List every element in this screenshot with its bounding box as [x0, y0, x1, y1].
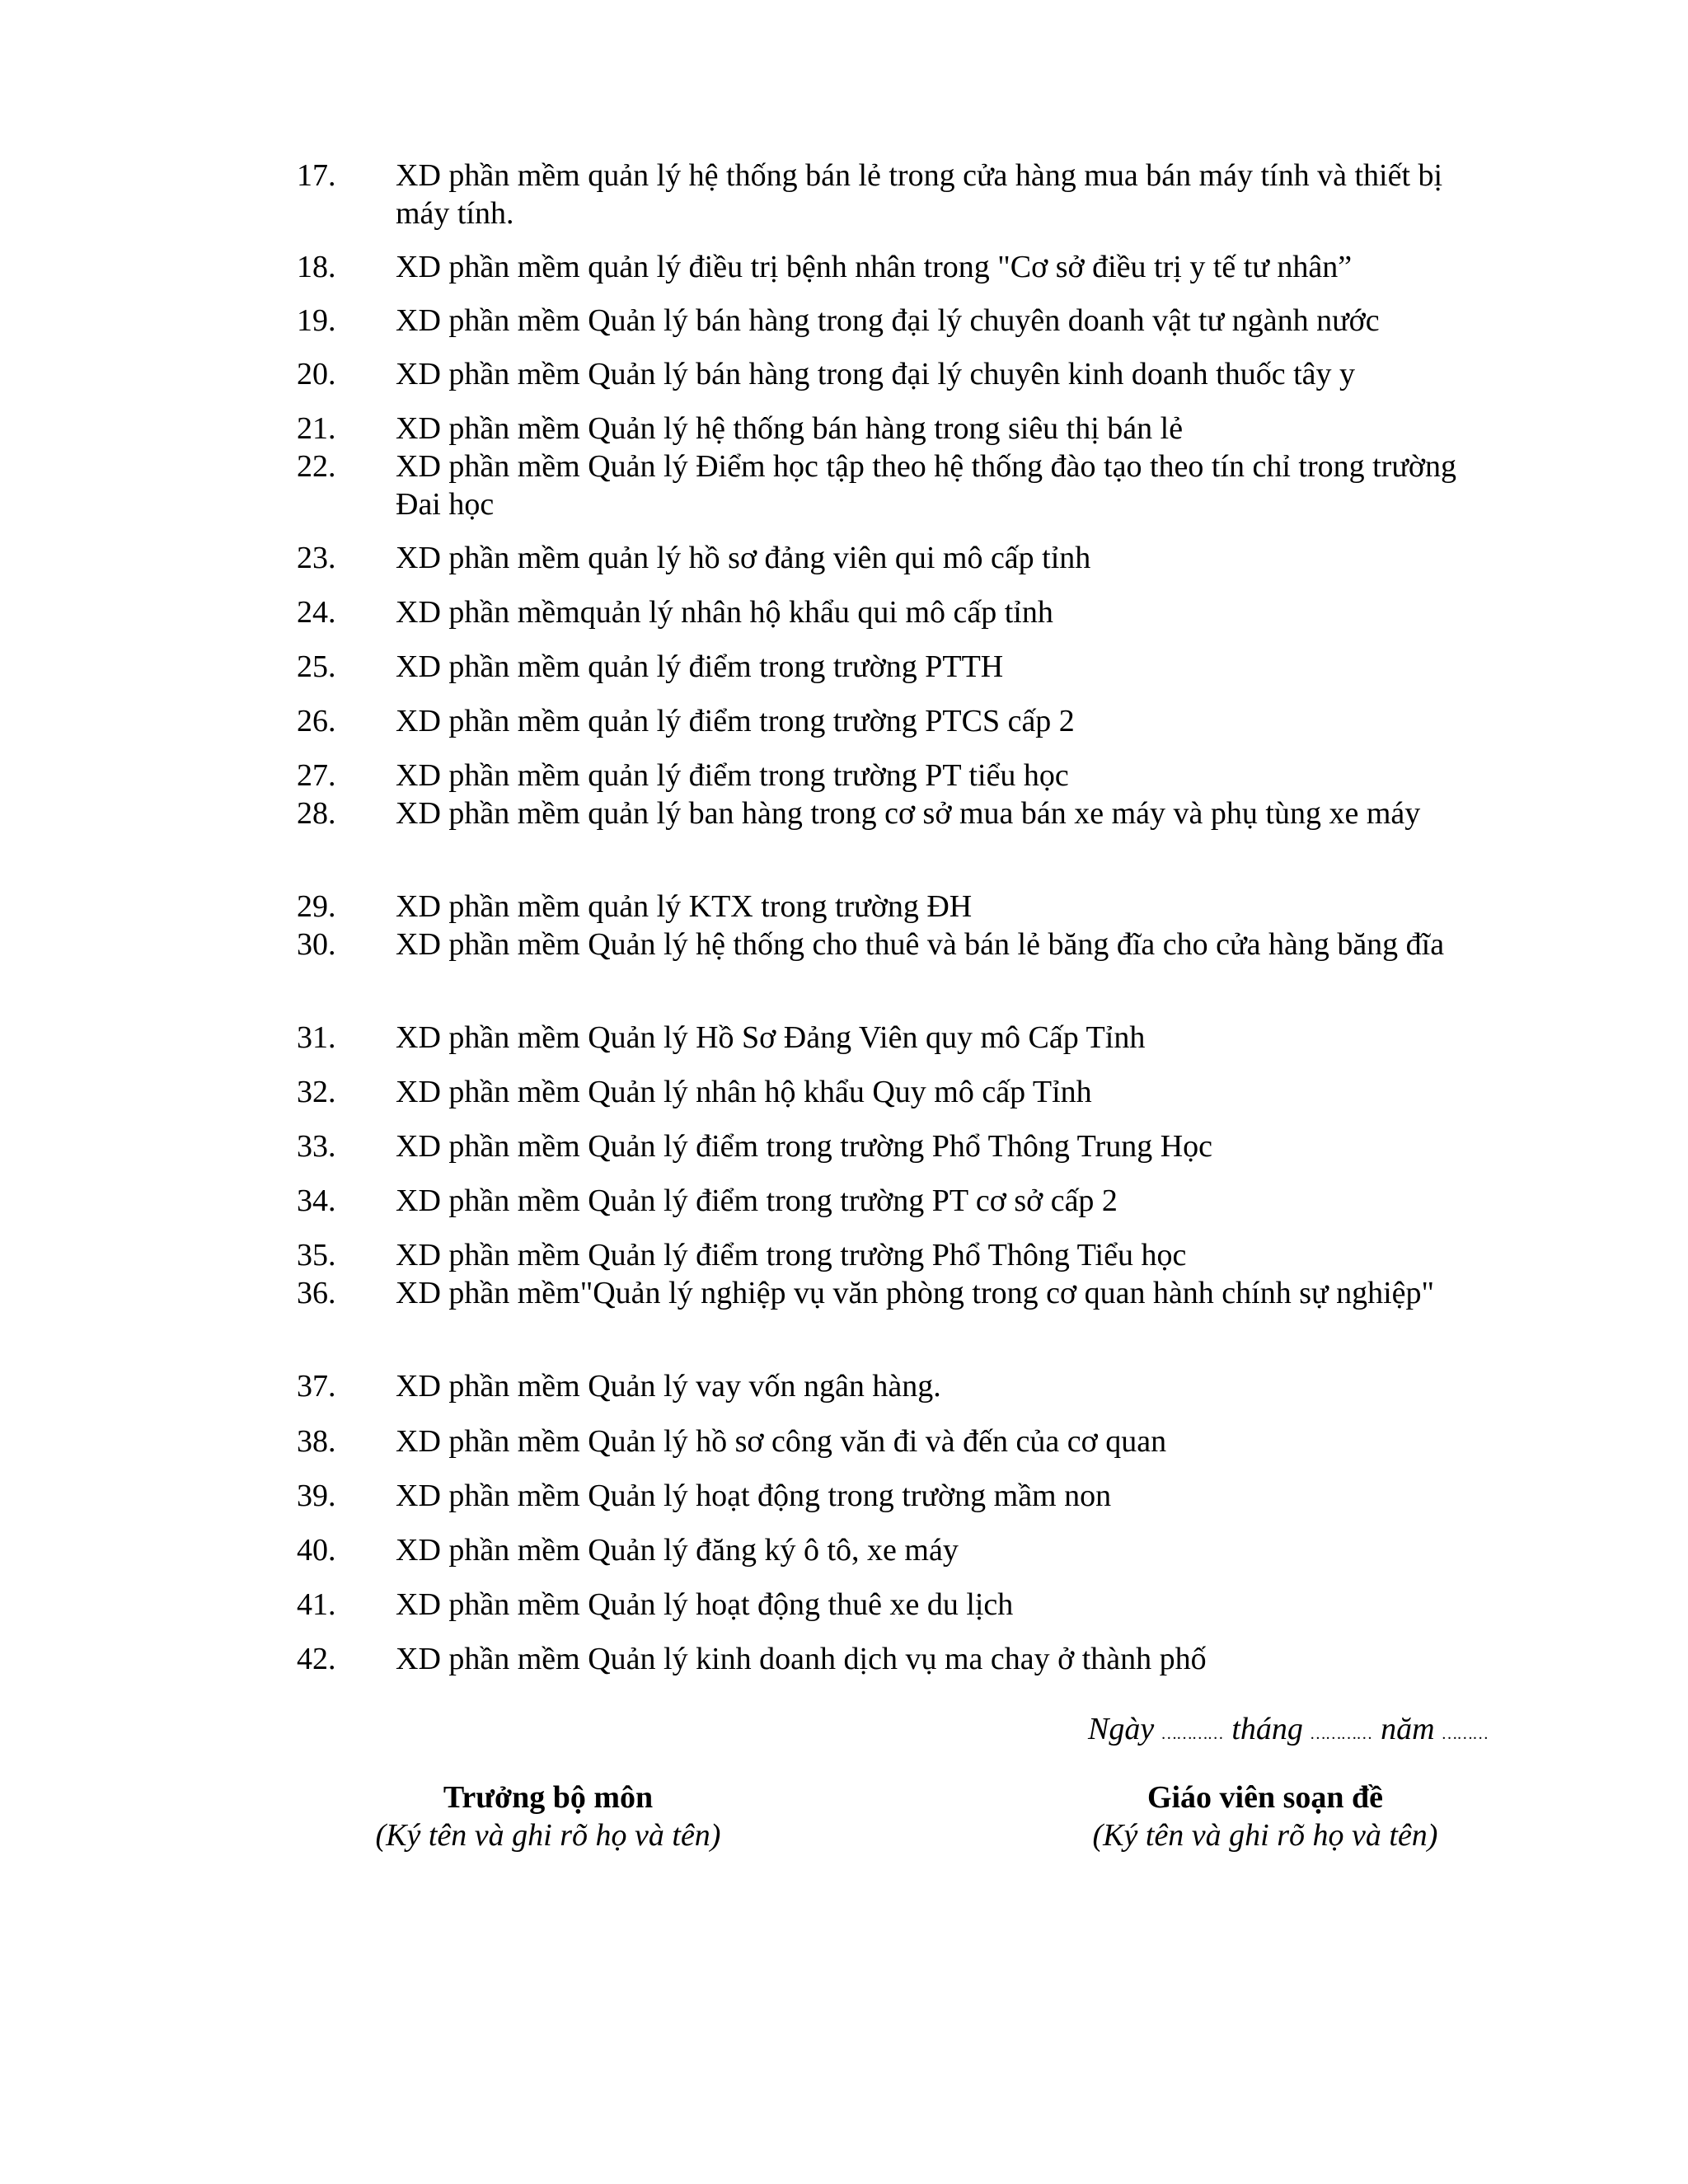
item-number: 28.	[297, 796, 336, 831]
item-text: XD phần mềm Quản lý hệ thống cho thuê và bán lẻ băng đĩa cho cửa hàng băng đĩa	[396, 927, 1445, 962]
item-number: 24.	[297, 595, 336, 630]
signature-title: Giáo viên soạn đề	[1146, 1780, 1384, 1815]
item-text: XD phần mềm Quản lý bán hàng trong đại lý chuyên kinh doanh thuốc tây y	[396, 357, 1356, 391]
item-text: XD phần mềm Quản lý nhân hộ khẩu Quy mô cấp Tỉnh	[396, 1075, 1092, 1109]
item-number: 20.	[297, 357, 336, 391]
signature-block-teacher	[1034, 1779, 1496, 1854]
item-number: 23.	[297, 541, 336, 575]
item-text: XD phần mềm quản lý hồ sơ đảng viên qui mô cấp tỉnh	[396, 541, 1091, 575]
item-number: 29.	[297, 889, 336, 924]
item-number: 39.	[297, 1479, 336, 1513]
date-day-dots: …………	[1161, 1725, 1224, 1743]
date-month-dots: …………	[1311, 1725, 1373, 1743]
signature-title: Trưởng bộ môn	[443, 1780, 654, 1815]
item-number: 40.	[297, 1533, 336, 1568]
date-year-label: năm	[1381, 1712, 1435, 1746]
item-text: XD phần mềm Quản lý hoạt động thuê xe du lịch	[396, 1587, 1014, 1622]
date-month-label: tháng	[1231, 1712, 1303, 1746]
item-number: 33.	[297, 1129, 336, 1164]
item-number: 19.	[297, 303, 336, 338]
item-text: XD phần mềm quản lý điểm trong trường PT tiểu học	[396, 758, 1069, 793]
date-day-label: Ngày	[1088, 1712, 1155, 1746]
signature-note: (Ký tên và ghi rõ họ và tên)	[1092, 1818, 1438, 1853]
item-number: 36.	[297, 1276, 336, 1310]
item-text: XD phần mềm Quản lý điểm trong trường Phổ Thông Tiểu học	[396, 1238, 1187, 1272]
date-year-dots: ………	[1442, 1725, 1489, 1743]
item-text: XD phần mềm quản lý điểm trong trường PTTH	[396, 649, 1004, 684]
item-text: XD phần mềm quản lý hệ thống bán lẻ trong cửa hàng mua bán máy tính và thiết bị máy tính.	[396, 158, 1443, 231]
item-number: 22.	[297, 449, 336, 484]
item-text: XD phần mềm Quản lý vay vốn ngân hàng.	[396, 1369, 941, 1404]
item-text: XD phần mềm Quản lý đăng ký ô tô, xe máy	[396, 1533, 959, 1568]
item-text: XD phần mềm quản lý điều trị bệnh nhân trong "Cơ sở điều trị y tế tư nhân”	[396, 250, 1353, 284]
item-number: 26.	[297, 704, 336, 738]
item-text: XD phần mềm Quản lý điểm trong trường Phổ Thông Trung Học	[396, 1129, 1213, 1164]
item-number: 42.	[297, 1642, 336, 1676]
item-number: 21.	[297, 411, 336, 446]
item-number: 41.	[297, 1587, 336, 1622]
item-number: 25.	[297, 649, 336, 684]
item-number: 38.	[297, 1424, 336, 1459]
item-number: 32.	[297, 1075, 336, 1109]
item-text: XD phần mềm Quản lý hệ thống bán hàng trong siêu thị bán lẻ	[396, 411, 1184, 446]
item-text: XD phần mềm Quản lý Hồ Sơ Đảng Viên quy mô Cấp Tỉnh	[396, 1020, 1146, 1055]
item-text: XD phần mềm Quản lý hồ sơ công văn đi và đến của cơ quan	[396, 1424, 1167, 1459]
item-number: 27.	[297, 758, 336, 793]
item-number: 30.	[297, 927, 336, 962]
item-text: XD phần mềm quản lý KTX trong trường ĐH	[396, 889, 973, 924]
item-number: 17.	[297, 158, 336, 193]
item-number: 37.	[297, 1369, 336, 1404]
item-text: XD phần mềm"Quản lý nghiệp vụ văn phòng trong cơ quan hành chính sự nghiệp"	[396, 1276, 1435, 1310]
item-number: 35.	[297, 1238, 336, 1272]
item-text: XD phần mềm Quản lý kinh doanh dịch vụ ma chay ở thành phố	[396, 1642, 1207, 1676]
item-text: XD phần mềm quản lý ban hàng trong cơ sở mua bán xe máy và phụ tùng xe máy	[396, 796, 1421, 831]
item-number: 31.	[297, 1020, 336, 1055]
date-line	[1088, 1710, 1550, 1753]
item-text: XD phần mềm Quản lý bán hàng trong đại lý chuyên doanh vật tư ngành nước	[396, 303, 1380, 338]
item-text: XD phần mềm Quản lý hoạt động trong trường mầm non	[396, 1479, 1112, 1513]
item-number: 34.	[297, 1183, 336, 1218]
item-text: XD phần mềm Quản lý Điểm học tập theo hệ thống đào tạo theo tín chỉ trong trường Đai học	[396, 449, 1457, 522]
item-number: 18.	[297, 250, 336, 284]
signature-block-head-of-department	[317, 1779, 779, 1854]
item-text: XD phần mềm Quản lý điểm trong trường PT cơ sở cấp 2	[396, 1183, 1118, 1218]
item-text: XD phần mềm quản lý điểm trong trường PTCS cấp 2	[396, 704, 1075, 738]
signature-note: (Ký tên và ghi rõ họ và tên)	[375, 1818, 721, 1853]
item-text: XD phần mềmquản lý nhân hộ khẩu qui mô cấp tỉnh	[396, 595, 1053, 630]
